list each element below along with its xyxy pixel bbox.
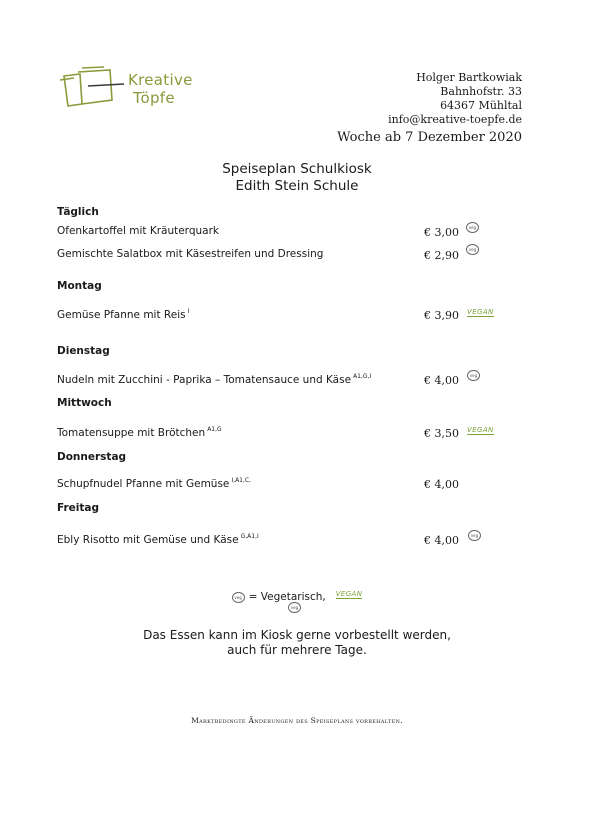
section-montag: Montag xyxy=(57,280,102,292)
allergen-note: G,A1,I xyxy=(240,533,259,540)
page-title xyxy=(0,161,594,195)
menu-item-name xyxy=(57,477,251,490)
address-email[interactable]: info@kreative-toepfe.de xyxy=(388,113,522,126)
note-line2: auch für mehrere Tage. xyxy=(227,643,367,657)
address-street: Bahnhofstr. 33 xyxy=(440,85,522,98)
menu-item-text: Ebly Risotto mit Gemüse und Käse xyxy=(57,534,239,546)
allergen-note: I,A1,C, xyxy=(231,477,251,484)
legend xyxy=(0,590,594,603)
menu-item-name: Ofenkartoffel mit Kräuterquark xyxy=(57,225,219,237)
section-mittwoch: Mittwoch xyxy=(57,397,112,409)
address-city: 64367 Mühltal xyxy=(440,99,522,112)
pot-icon xyxy=(58,66,128,110)
preorder-note xyxy=(0,628,594,658)
section-dienstag: Dienstag xyxy=(57,345,110,357)
menu-item-text: Gemüse Pfanne mit Reis xyxy=(57,309,186,321)
vegan-icon: VEGAN xyxy=(335,590,363,598)
menu-item-price: € 4,00 xyxy=(424,534,459,547)
vegan-icon: VEGAN xyxy=(467,426,494,434)
allergen-note: I xyxy=(187,308,190,315)
week-label: Woche ab 7 Dezember 2020 xyxy=(337,130,522,145)
vegetarian-icon: veg xyxy=(466,222,479,233)
vegetarian-icon: veg xyxy=(468,530,481,541)
brand-name-line2: Töpfe xyxy=(133,89,175,107)
title-line1: Speiseplan Schulkiosk xyxy=(222,161,372,177)
footer-disclaimer: Marktbedingte Änderungen des Speiseplans vorbehalten. xyxy=(191,716,403,725)
menu-item-price: € 4,00 xyxy=(424,478,459,491)
menu-item-name: Gemischte Salatbox mit Käsestreifen und Dressing xyxy=(57,248,324,260)
address-name: Holger Bartkowiak xyxy=(416,71,522,84)
title-line2: Edith Stein Schule xyxy=(235,178,359,194)
menu-item-price: € 3,00 xyxy=(424,226,459,239)
vegan-icon: VEGAN xyxy=(467,308,494,316)
section-taeglich: Täglich xyxy=(57,206,99,218)
allergen-note: A1,G xyxy=(207,426,222,433)
section-donnerstag: Donnerstag xyxy=(57,451,127,463)
menu-item-name xyxy=(57,533,259,546)
menu-item-name xyxy=(57,308,189,321)
menu-item-name xyxy=(57,373,371,386)
menu-item-price: € 2,90 xyxy=(424,249,459,262)
legend-veg-text: = Vegetarisch, xyxy=(248,591,326,603)
menu-item-text: Nudeln mit Zucchini - Paprika – Tomatensauce und Käse xyxy=(57,374,352,386)
vegetarian-icon: veg xyxy=(288,602,301,613)
menu-item-text: Tomatensuppe mit Brötchen xyxy=(57,427,206,439)
address-block xyxy=(388,71,522,127)
brand-logo xyxy=(58,66,208,112)
menu-item-price: € 3,50 xyxy=(424,427,459,440)
brand-name-line1: Kreative xyxy=(128,71,193,89)
allergen-note: A1,G,I xyxy=(353,373,372,380)
section-freitag: Freitag xyxy=(57,502,100,514)
vegetarian-icon: veg xyxy=(467,370,480,381)
menu-item-text: Schupfnudel Pfanne mit Gemüse xyxy=(57,478,230,490)
vegetarian-icon: veg xyxy=(466,244,479,255)
vegetarian-icon: veg xyxy=(232,592,245,603)
note-line1: Das Essen kann im Kiosk gerne vorbestellt werden, xyxy=(143,628,451,642)
menu-item-price: € 3,90 xyxy=(424,309,459,322)
menu-item-price: € 4,00 xyxy=(424,374,459,387)
menu-item-name xyxy=(57,426,222,439)
